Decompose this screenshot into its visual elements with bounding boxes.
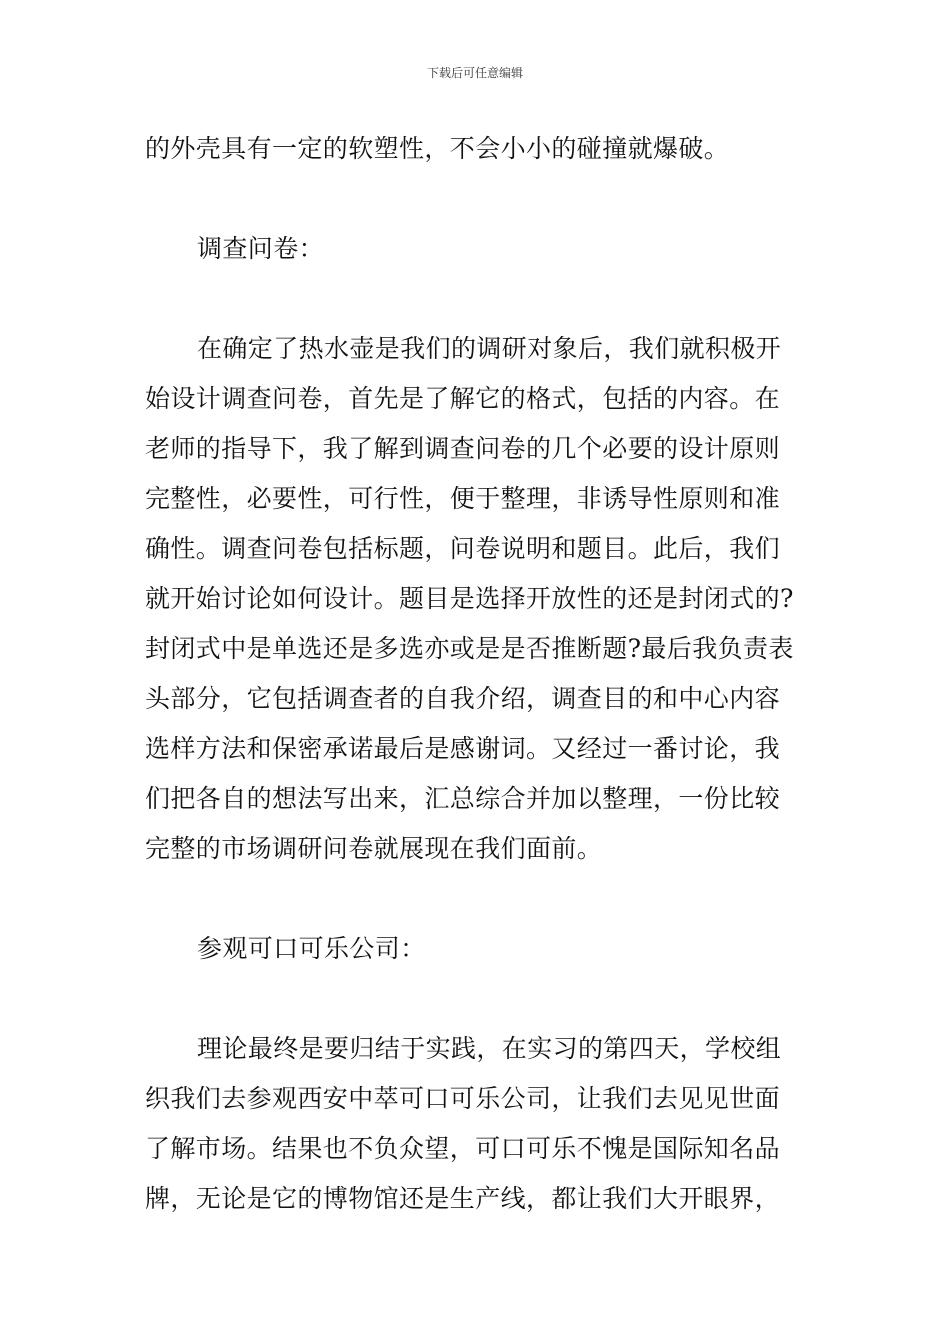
paragraph-line: 选样方法和保密承诺最后是感谢词。又经过一番讨论，我 [145, 734, 781, 763]
paragraph-line: 们把各自的想法写出来，汇总综合并加以整理，一份比较 [145, 784, 781, 813]
paragraph-line: 完整的市场调研问卷就展现在我们面前。 [145, 834, 603, 863]
paragraph-line: 牌，无论是它的博物馆还是生产线，都让我们大开眼界， [145, 1184, 781, 1213]
paragraph-line: 封闭式中是单选还是多选亦或是是否推断题?最后我负责表 [145, 634, 794, 663]
paragraph-spacer [145, 974, 805, 1024]
paragraph-line: 完整性，必要性，可行性，便于整理，非诱导性原则和准 [145, 484, 781, 513]
paragraph-line: 老师的指导下，我了解到调查问卷的几个必要的设计原则 [145, 434, 781, 463]
paragraph-line: 的外壳具有一定的软塑性，不会小小的碰撞就爆破。 [145, 134, 730, 163]
paragraph-visit [145, 1024, 805, 1224]
paragraph-spacer [145, 874, 805, 924]
paragraph-line: 始设计调查问卷，首先是了解它的格式，包括的内容。在 [145, 384, 781, 413]
paragraph-line: 头部分，它包括调查者的自我介绍，调查目的和中心内容 [145, 684, 781, 713]
paragraph-spacer [145, 274, 805, 324]
paragraph-survey [145, 324, 805, 874]
document-body [145, 124, 805, 1224]
page-header-note: 下载后可任意编辑 [426, 66, 523, 80]
paragraph-line: 了解市场。结果也不负众望，可口可乐不愧是国际知名品 [145, 1134, 781, 1163]
section-heading-survey: 调查问卷： [197, 234, 325, 263]
section-heading-visit: 参观可口可乐公司： [197, 934, 426, 963]
paragraph-line: 就开始讨论如何设计。题目是选择开放性的还是封闭式的? [145, 584, 794, 613]
paragraph-line: 理论最终是要归结于实践，在实习的第四天，学校组 [197, 1034, 782, 1063]
paragraph-line: 确性。调查问卷包括标题，问卷说明和题目。此后，我们 [145, 534, 781, 563]
paragraph-line: 在确定了热水壶是我们的调研对象后，我们就积极开 [197, 334, 782, 363]
paragraph-spacer [145, 174, 805, 224]
paragraph-line: 织我们去参观西安中萃可口可乐公司，让我们去见见世面 [145, 1084, 781, 1113]
